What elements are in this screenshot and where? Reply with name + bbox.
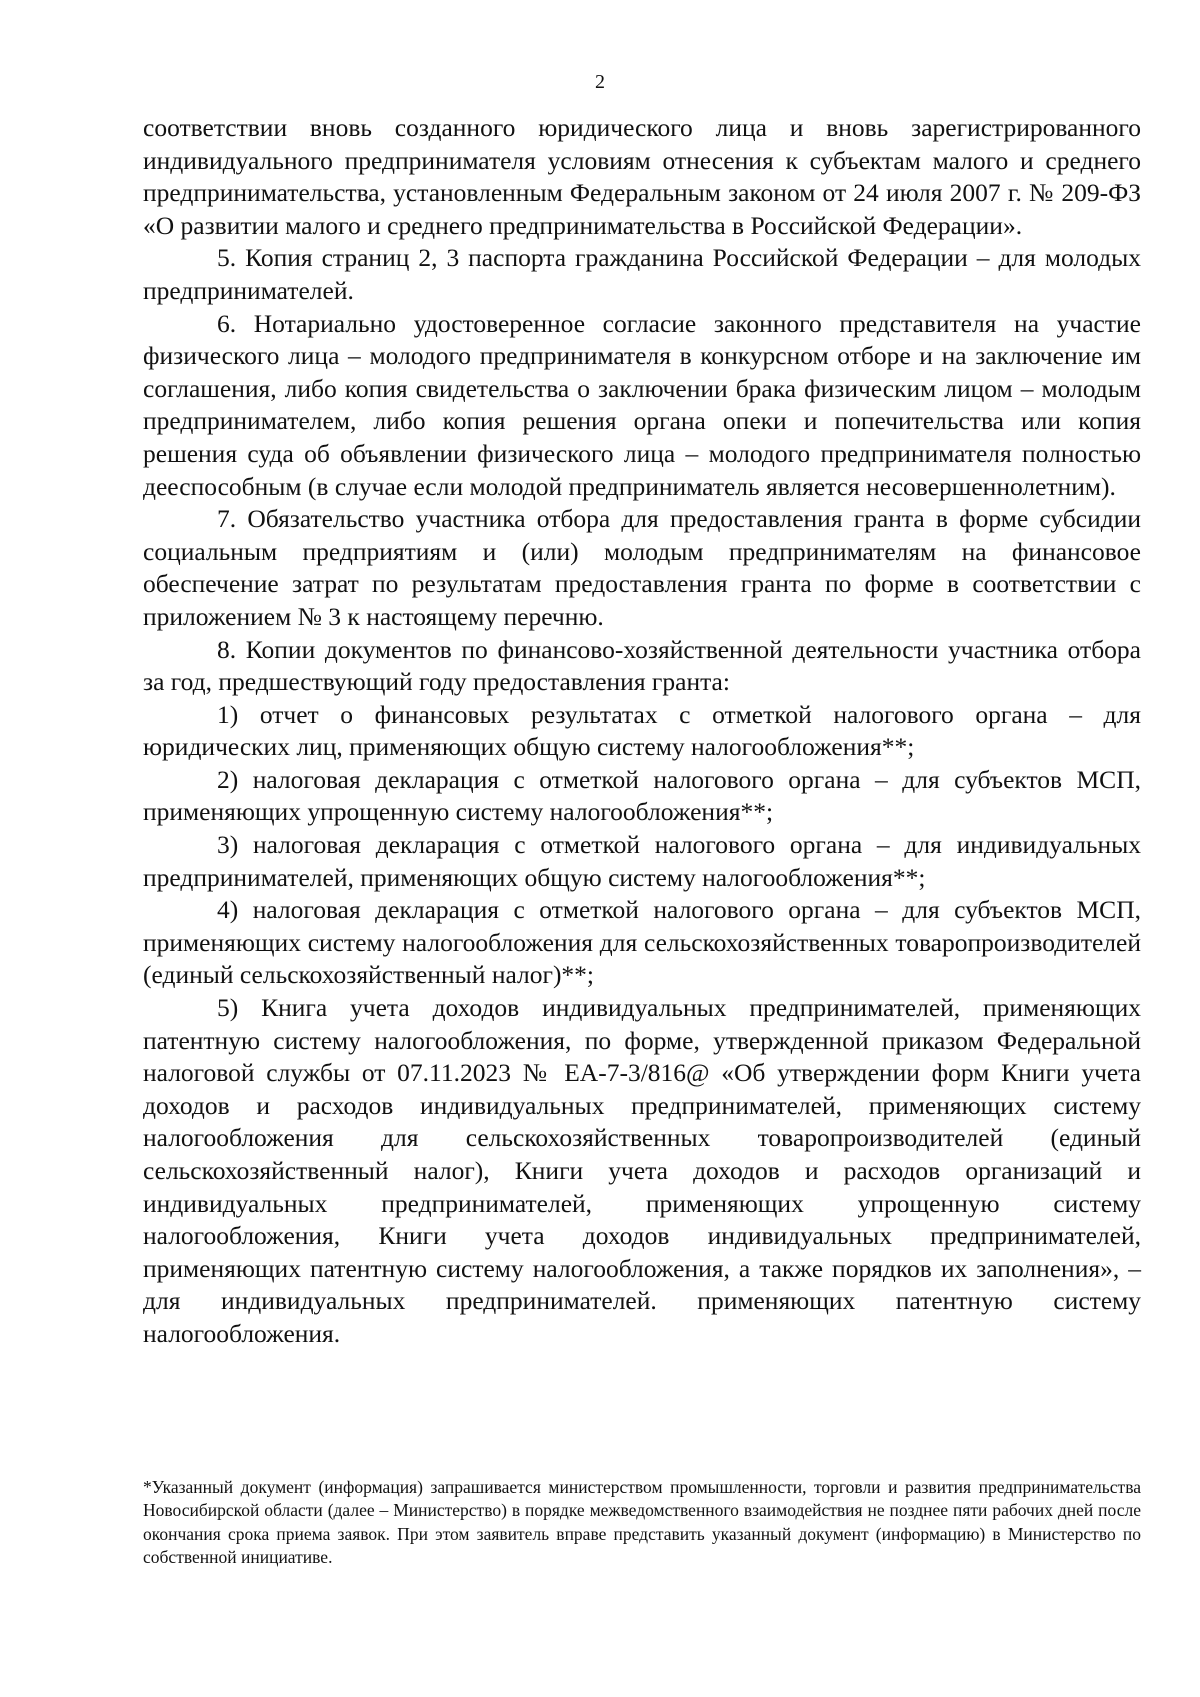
paragraph-item-8: 8. Копии документов по финансово-хозяйственной деятельности участника отбора за год, предшествующий году предоставления гранта: <box>143 634 1141 697</box>
paragraph-subitem-3: 3) налоговая декларация с отметкой налогового органа – для индивидуальных предпринимателей, применяющих общую систему налогообложения**; <box>143 830 1141 892</box>
paragraph-item-6: 6. Нотариально удостоверенное согласие законного представителя на участие физического лица – молодого предпринимателя в конкурсном отборе и на заключение им соглашения, либо копия свидетельства о заключении брака физическим лицом – молодым предпринимателем, либо копия решения органа опеки и попечительства или копия решения суда об объявлении физического лица – молодого предпринимателя полностью дееспособным (в случае если молодой предприниматель является несовершеннолетним). <box>143 308 1141 501</box>
paragraph-item-7: 7. Обязательство участника отбора для предоставления гранта в форме субсидии социальным предприятиям и (или) молодым предпринимателям на финансовое обеспечение затрат по результатам предоставления гранта по форме в соответствии с приложением № 3 к настоящему перечню. <box>143 504 1141 631</box>
page-number: 2 <box>595 71 605 93</box>
paragraph-item-5: 5. Копия страниц 2, 3 паспорта гражданина Российской Федерации – для молодых предпринимателей. <box>143 243 1141 305</box>
paragraph-subitem-5: 5) Книга учета доходов индивидуальных предпринимателей, применяющих патентную систему налогообложения, по форме, утвержденной приказом Федеральной налоговой службы от 07.11.2023 № ЕА-7-3/816@ «Об утверждении форм Книги учета доходов и расходов индивидуальных предпринимателей, применяющих систему налогообложения для сельскохозяйственных товаропроизводителей (единый сельскохозяйственный налог), Книги учета доходов и расходов организаций и индивидуальных предпринимателей, применяющих упрощенную систему налогообложения, Книги учета доходов индивидуальных предпринимателей, применяющих патентную систему налогообложения, а также порядков их заполнения», – для индивидуальных предпринимателей. применяющих патентную систему налогообложения. <box>143 993 1141 1348</box>
paragraph-subitem-4: 4) налоговая декларация с отметкой налогового органа – для субъектов МСП, применяющих систему налогообложения для сельскохозяйственных товаропроизводителей (единый сельскохозяйственный налог)**; <box>143 895 1141 990</box>
paragraph-subitem-1: 1) отчет о финансовых результатах с отметкой налогового органа – для юридических лиц, применяющих общую систему налогообложения**; <box>143 699 1141 762</box>
document-body <box>143 112 1141 1351</box>
paragraph-continuation: соответствии вновь созданного юридического лица и вновь зарегистрированного индивидуального предпринимателя условиям отнесения к субъектам малого и среднего предпринимательства, установленным Федеральным законом от 24 июля 2007 г. № 209-ФЗ «О развитии малого и среднего предпринимательства в Российской Федерации». <box>143 113 1141 240</box>
paragraph-subitem-2: 2) налоговая декларация с отметкой налогового органа – для субъектов МСП, применяющих упрощенную систему налогообложения**; <box>143 764 1141 827</box>
footnote: *Указанный документ (информация) запрашивается министерством промышленности, торговли и развития предпринимательства Новосибирской области (далее – Министерство) в порядке межведомственного взаимодействия не позднее пяти рабочих дней после окончания срока приема заявок. При этом заявитель вправе представить указанный документ (информацию) в Министерство по собственной инициативе. <box>143 1477 1141 1568</box>
